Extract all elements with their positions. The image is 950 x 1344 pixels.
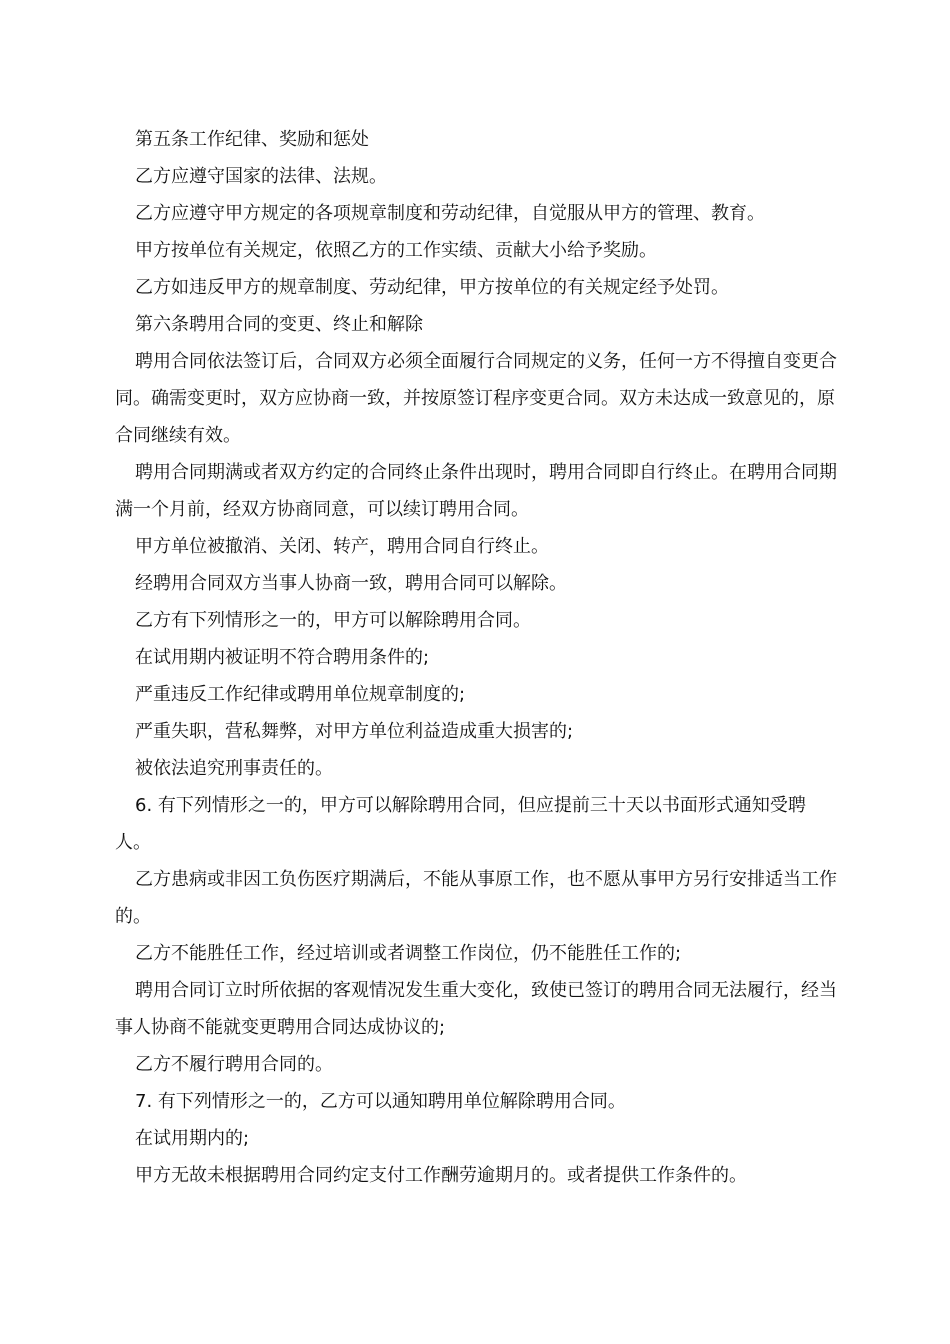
paragraph: 经聘用合同双方当事人协商一致，聘用合同可以解除。 <box>135 573 567 594</box>
paragraph: 乙方应遵守甲方规定的各项规章制度和劳动纪律，自觉服从甲方的管理、教育。 <box>135 203 765 224</box>
list-item: 在试用期内被证明不符合聘用条件的; <box>135 647 430 668</box>
paragraph: 甲方按单位有关规定，依照乙方的工作实绩、贡献大小给予奖励。 <box>135 240 657 261</box>
list-item: 甲方无故未根据聘用合同约定支付工作酬劳逾期月的。或者提供工作条件的。 <box>135 1165 747 1186</box>
paragraph: 乙方应遵守国家的法律、法规。 <box>135 166 387 187</box>
paragraph: 聘用合同依法签订后，合同双方必须全面履行合同规定的义务，任何一方不得擅自变更合同。确需变更时，双方应协商一致，并按原签订程序变更合同。双方未达成一致意见的，原合同继续有效。 <box>115 351 837 446</box>
list-item: 乙方患病或非因工负伤医疗期满后，不能从事原工作，也不愿从事甲方另行安排适当工作的。 <box>115 869 837 927</box>
list-item: 乙方不能胜任工作，经过培训或者调整工作岗位，仍不能胜任工作的; <box>135 943 682 964</box>
list-item: 在试用期内的; <box>135 1128 250 1149</box>
document-body <box>115 121 840 1194</box>
numbered-clause-6: 6. 有下列情形之一的，甲方可以解除聘用合同，但应提前三十天以书面形式通知受聘人。 <box>115 795 806 853</box>
paragraph: 乙方有下列情形之一的，甲方可以解除聘用合同。 <box>135 610 531 631</box>
list-item: 严重失职，营私舞弊，对甲方单位利益造成重大损害的; <box>135 721 574 742</box>
paragraph: 聘用合同期满或者双方约定的合同终止条件出现时，聘用合同即自行终止。在聘用合同期满一个月前，经双方协商同意，可以续订聘用合同。 <box>115 462 837 520</box>
list-item: 严重违反工作纪律或聘用单位规章制度的; <box>135 684 466 705</box>
section-heading-6: 第六条聘用合同的变更、终止和解除 <box>135 314 423 335</box>
numbered-clause-7: 7. 有下列情形之一的，乙方可以通知聘用单位解除聘用合同。 <box>135 1091 626 1112</box>
list-item: 乙方不履行聘用合同的。 <box>135 1054 333 1075</box>
list-item: 被依法追究刑事责任的。 <box>135 758 333 779</box>
list-item: 聘用合同订立时所依据的客观情况发生重大变化，致使已签订的聘用合同无法履行，经当事人协商不能就变更聘用合同达成协议的; <box>115 980 837 1038</box>
section-heading-5: 第五条工作纪律、奖励和惩处 <box>135 129 369 150</box>
paragraph: 甲方单位被撤消、关闭、转产，聘用合同自行终止。 <box>135 536 549 557</box>
paragraph: 乙方如违反甲方的规章制度、劳动纪律，甲方按单位的有关规定经予处罚。 <box>135 277 729 298</box>
